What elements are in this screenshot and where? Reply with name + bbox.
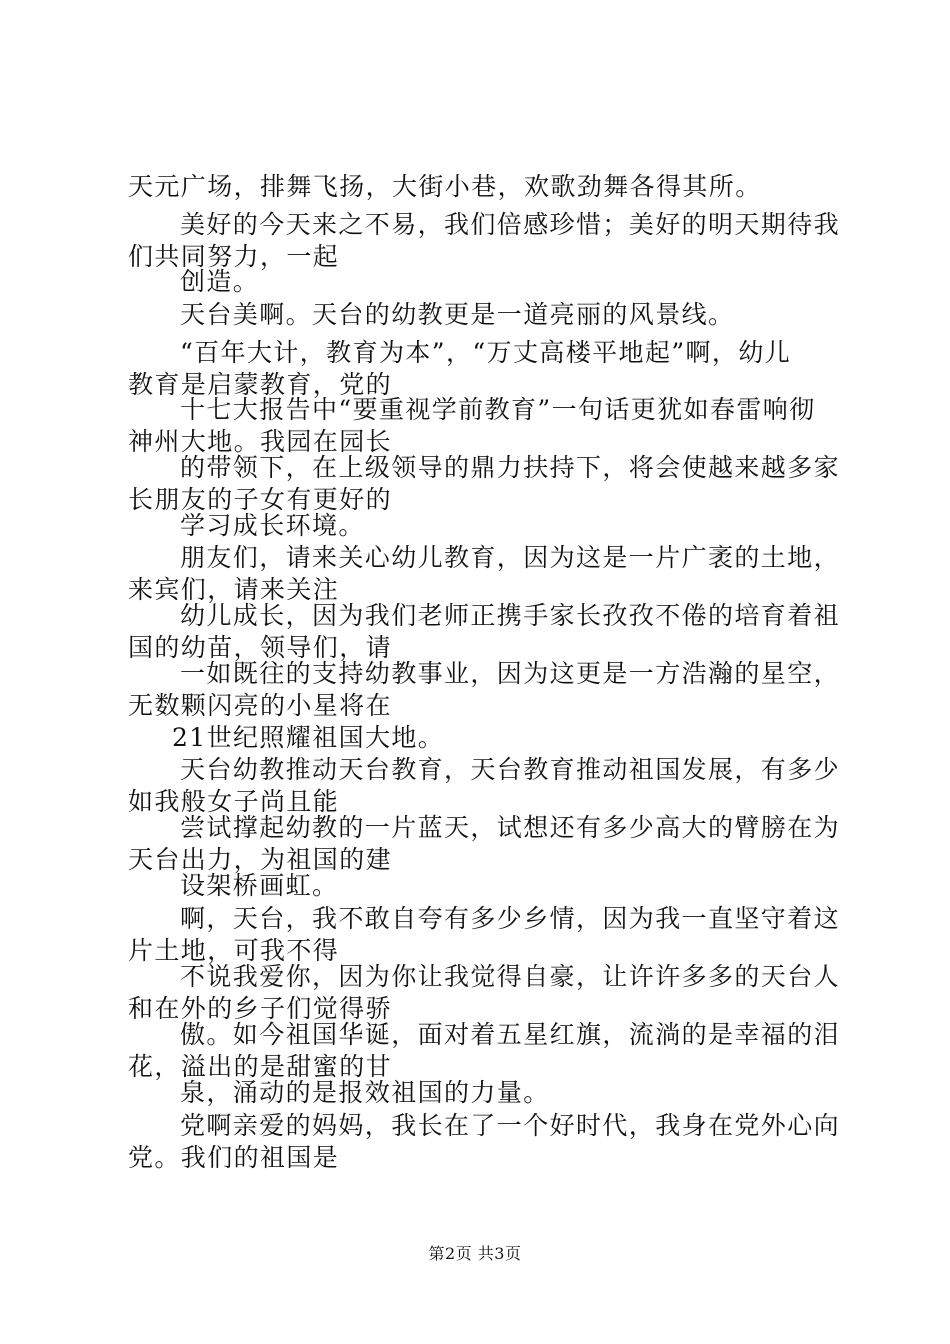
text-line: 党啊亲爱的妈妈，我长在了一个好时代，我身在党外心向 [180,1111,841,1140]
text-line: 天元广场，排舞飞扬，大街小巷，欢歌劲舞各得其所。 [128,172,762,201]
text-line: “百年大计，教育为本”，“万丈高楼平地起”啊，幼儿 [180,338,792,367]
text-line: 天台幼教推动天台教育，天台教育推动祖国发展，有多少 [180,755,841,784]
text-line: 神州大地。我园在园长 [128,427,393,456]
text-line: 片土地，可我不得 [128,936,340,965]
text-line: 朋友们，请来关心幼儿教育，因为这是一片广袤的土地， [180,543,841,572]
text-line: 不说我爱你，因为你让我觉得自豪，让许许多多的天台人 [180,962,841,991]
text-line: 教育是启蒙教育，党的 [128,370,393,399]
text-line: 花，溢出的是甜蜜的甘 [128,1052,393,1081]
text-line: 创造。 [180,267,260,296]
text-line: 和在外的乡子们觉得骄 [128,994,393,1023]
text-line: 天台美啊。天台的幼教更是一道亮丽的风景线。 [180,300,735,329]
text-line: 傲。如今祖国华诞，面对着五星红旗，流淌的是幸福的泪 [180,1020,841,1049]
text-line: 美好的今天来之不易，我们倍感珍惜；美好的明天期待我 [180,210,841,239]
text-line: 来宾们，请来关注 [128,575,340,604]
text-line: 国的幼苗，领导们，请 [128,633,393,662]
text-line: 一如既往的支持幼教事业，因为这更是一方浩瀚的星空， [180,659,841,688]
text-line: 天台出力，为祖国的建 [128,845,393,874]
text-line: 十七大报告中“要重视学前教育”一句话更犹如春雷响彻 [180,395,816,424]
text-line: 们共同努力，一起 [128,242,340,271]
text-line: 的带领下，在上级领导的鼎力扶持下，将会使越来越多家 [180,453,841,482]
text-line: 无数颗闪亮的小星将在 [128,691,393,720]
text-line: 如我般女子尚且能 [128,787,340,816]
text-line: 设架桥画虹。 [180,871,339,900]
text-line: 泉，涌动的是报效祖国的力量。 [180,1078,550,1107]
text-line: 21世纪照耀祖国大地。 [172,723,445,752]
text-line: 长朋友的子女有更好的 [128,485,393,514]
page-number-footer: 第2页 共3页 [428,1244,522,1263]
text-line: 尝试撑起幼教的一片蓝天，试想还有多少高大的臂膀在为 [180,813,841,842]
text-line: 学习成长环境。 [180,511,365,540]
text-line: 党。我们的祖国是 [128,1143,340,1172]
text-line: 幼儿成长，因为我们老师正携手家长孜孜不倦的培育着祖 [180,601,841,630]
text-line: 啊，天台，我不敢自夸有多少乡情，因为我一直坚守着这 [180,904,841,933]
